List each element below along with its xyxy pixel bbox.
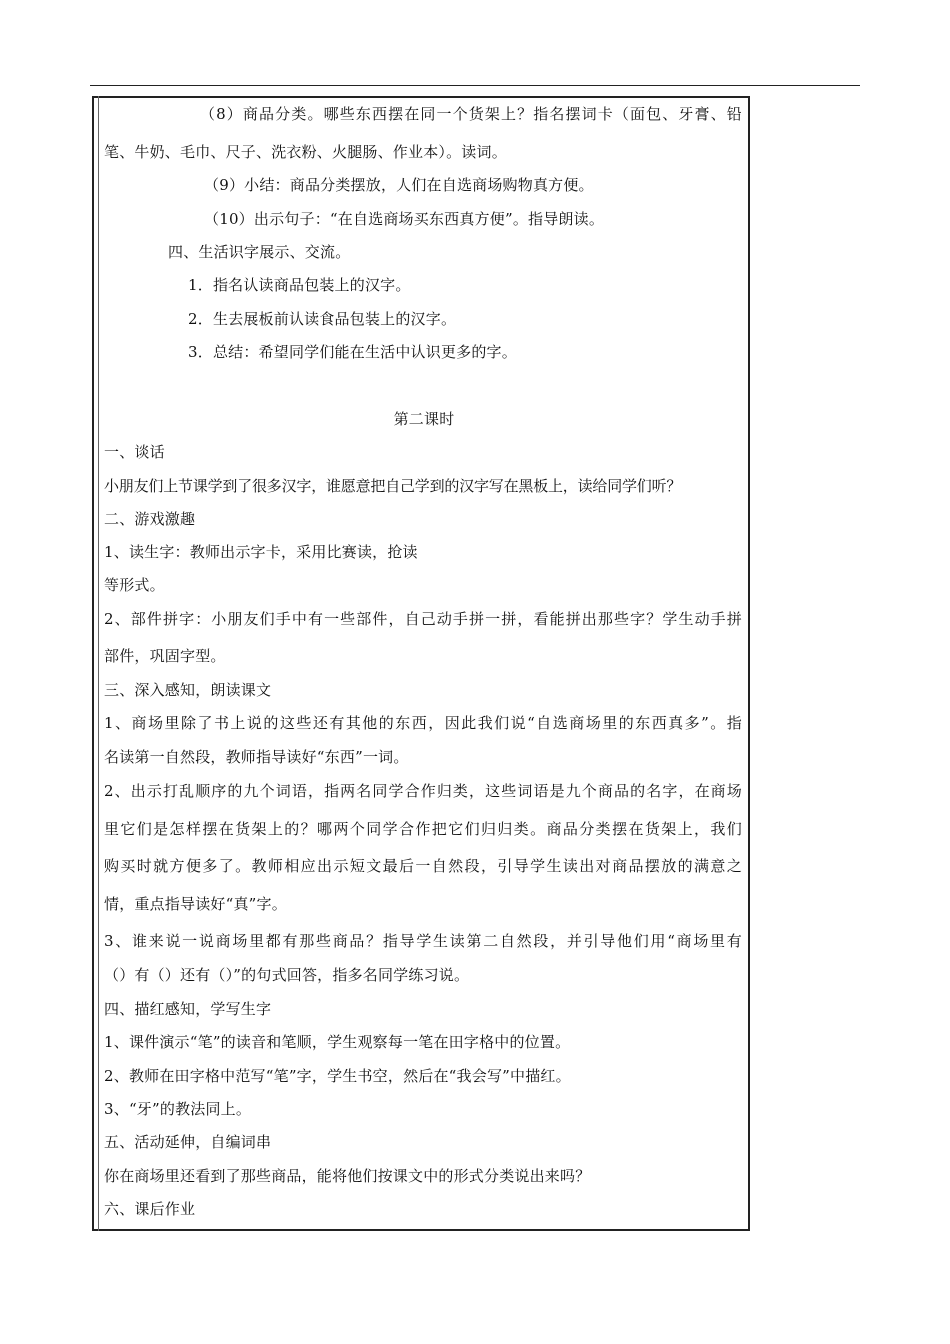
paragraph-reading-1: 1、商场里除了书上说的这些还有其他的东西，因此我们说“自选商场里的东西真多”。指: [104, 714, 742, 732]
paragraph-reading-2-l2: 里它们是怎样摆在货架上的？哪两个同学合作把它们归归类。商品分类摆在货架上，我们: [104, 820, 742, 838]
list-item-4-3: 3．总结：希望同学们能在生活中认识更多的字。: [188, 343, 517, 361]
paragraph-writing-1: 1、课件演示“笔”的读音和笔顺，学生观察每一笔在田字格中的位置。: [104, 1033, 571, 1051]
paragraph-talk: 小朋友们上节课学到了很多汉字，谁愿意把自己学到的汉字写在黑板上，读给同学们听？: [104, 477, 682, 495]
paragraph-game-1-cont: 等形式。: [104, 576, 165, 594]
heading-homework: 六、课后作业: [104, 1200, 196, 1218]
list-item-9: （9）小结：商品分类摆放，人们在自选商场购物真方便。: [204, 176, 594, 194]
paragraph-game-2-cont: 部件，巩固字型。: [104, 647, 226, 665]
paragraph-reading-1-cont: 名读第一自然段，教师指导读好“东西”一词。: [104, 748, 409, 766]
heading-extension: 五、活动延伸，自编词串: [104, 1133, 272, 1151]
heading-game: 二、游戏激趣: [104, 510, 196, 528]
paragraph-game-2: 2、部件拼字：小朋友们手中有一些部件，自己动手拼一拼，看能拼出那些字？学生动手拼: [104, 610, 742, 628]
paragraph-writing-3: 3、“牙”的教法同上。: [104, 1100, 252, 1118]
paragraph-reading-2-l3: 购买时就方便多了。教师相应出示短文最后一自然段，引导学生读出对商品摆放的满意之: [104, 857, 742, 875]
header-rule: [90, 85, 860, 86]
paragraph-reading-2-l4: 情，重点指导读好“真”字。: [104, 895, 287, 913]
lesson-title: 第二课时: [393, 410, 455, 428]
paragraph-extension: 你在商场里还看到了那些商品，能将他们按课文中的形式分类说出来吗？: [104, 1167, 591, 1185]
list-item-10: （10）出示句子：“在自选商场买东西真方便”。指导朗读。: [204, 210, 605, 228]
heading-writing: 四、描红感知，学写生字: [104, 1000, 272, 1018]
list-item-8-cont: 笔、牛奶、毛巾、尺子、洗衣粉、火腿肠、作业本）。读词。: [104, 143, 507, 161]
heading-talk: 一、谈话: [104, 443, 165, 461]
heading-reading: 三、深入感知，朗读课文: [104, 681, 272, 699]
paragraph-writing-2: 2、教师在田字格中范写“笔”字，学生书空，然后在“我会写”中描红。: [104, 1067, 571, 1085]
list-item-4-1: 1．指名认读商品包装上的汉字。: [188, 276, 411, 294]
paragraph-reading-3: 3、谁来说一说商场里都有那些商品？指导学生读第二自然段，并引导他们用“商场里有: [104, 932, 742, 950]
paragraph-reading-3-cont: （）有（）还有（）”的句式回答，指多名同学练习说。: [104, 966, 470, 984]
section-heading-4: 四、生活识字展示、交流。: [168, 243, 351, 261]
paragraph-game-1: 1、读生字：教师出示字卡，采用比赛读，抢读: [104, 543, 418, 561]
list-item-8: （8）商品分类。哪些东西摆在同一个货架上？指名摆词卡（面包、牙膏、铅: [200, 105, 742, 123]
list-item-4-2: 2．生去展板前认读食品包装上的汉字。: [188, 310, 457, 328]
paragraph-reading-2: 2、出示打乱顺序的九个词语，指两名同学合作归类，这些词语是九个商品的名字，在商场: [104, 782, 742, 800]
table-inner-line: [98, 96, 99, 1231]
